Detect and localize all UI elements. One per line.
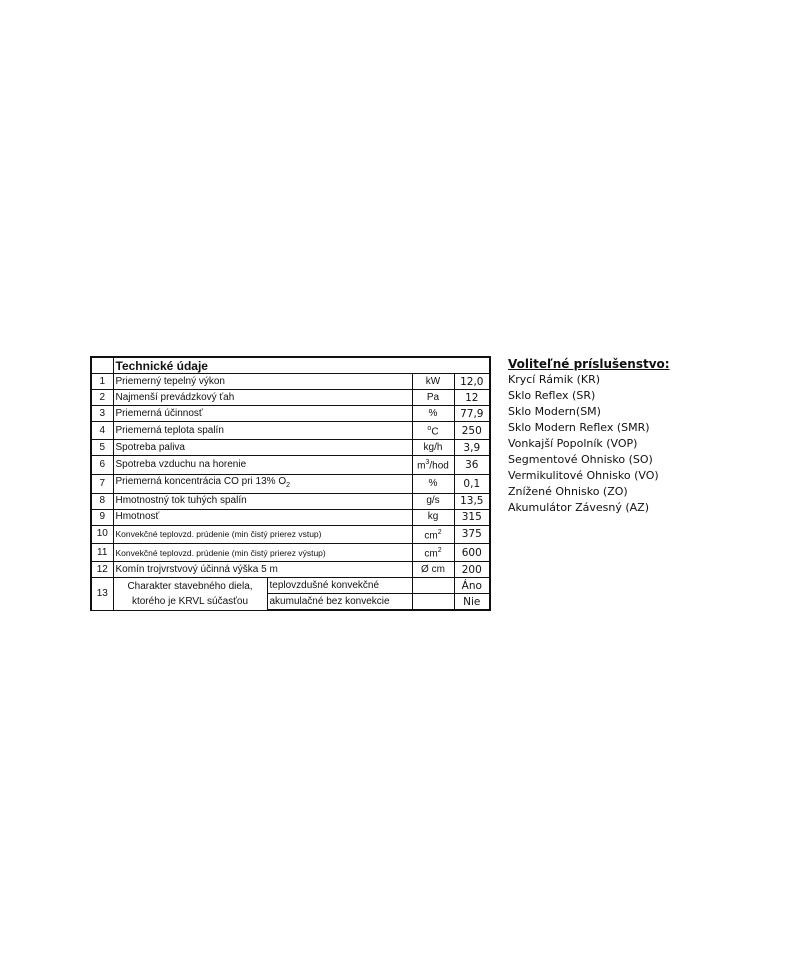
row-unit: Pa — [412, 390, 454, 406]
row-value: 3,9 — [454, 440, 490, 456]
table-row — [91, 562, 490, 578]
unit-base: cm — [424, 529, 438, 541]
row-number: 5 — [91, 440, 113, 456]
table-row — [91, 406, 490, 422]
label-main: Priemerná koncentrácia CO pri 13% O — [115, 475, 287, 487]
row-value: 77,9 — [454, 406, 490, 422]
row-number: 4 — [91, 422, 113, 440]
table-row — [91, 390, 490, 406]
list-item: Segmentové Ohnisko (SO) — [508, 453, 653, 466]
table-row — [91, 525, 490, 543]
row-value: 600 — [454, 543, 490, 561]
table-row — [91, 578, 490, 594]
row-label: Komín trojvrstvový účinná výška 5 m — [113, 562, 412, 578]
row-label: Spotreba vzduchu na horenie — [113, 456, 412, 474]
row-unit: % — [412, 474, 454, 493]
row-label: Charakter stavebného diela, ktorého je KRVL súčasťou — [113, 578, 267, 611]
row-label: Najmenší prevádzkový ťah — [113, 390, 412, 406]
row-number: 10 — [91, 525, 113, 543]
list-item: Vermikulitové Ohnisko (VO) — [508, 469, 659, 482]
row-unit — [412, 525, 454, 543]
list-item: Sklo Modern(SM) — [508, 405, 601, 418]
row-unit: g/s — [412, 493, 454, 509]
row-number: 2 — [91, 390, 113, 406]
row-label: Spotreba paliva — [113, 440, 412, 456]
unit-superscript: 2 — [437, 528, 442, 536]
row-label — [113, 474, 412, 493]
list-item: Znížené Ohnisko (ZO) — [508, 485, 628, 498]
row-number: 7 — [91, 474, 113, 493]
unit-base: cm — [424, 548, 438, 560]
unit-superscript: o — [427, 425, 432, 432]
unit-superscript: 2 — [437, 546, 442, 554]
table-row — [91, 422, 490, 440]
table-row — [91, 509, 490, 525]
option-label: akumulačné bez konvekcie — [267, 594, 412, 611]
row-label: Konvekčné teplovzd. prúdenie (min čistý prierez výstup) — [113, 543, 412, 561]
table-row — [91, 474, 490, 493]
row-label: Hmotnostný tok tuhých spalín — [113, 493, 412, 509]
option-value: Nie — [454, 594, 490, 611]
unit-tail: /hod — [429, 460, 449, 472]
table-row — [91, 456, 490, 474]
row-value: 36 — [454, 456, 490, 474]
row-value: 250 — [454, 422, 490, 440]
row-value: 315 — [454, 509, 490, 525]
unit-base: m — [417, 460, 426, 472]
table-row — [91, 440, 490, 456]
row-label: Hmotnosť — [113, 509, 412, 525]
row-number: 13 — [91, 578, 113, 611]
row-number: 11 — [91, 543, 113, 561]
technical-data-table — [90, 356, 491, 611]
label-subscript: 2 — [286, 481, 291, 489]
row-unit — [412, 456, 454, 474]
row-value: 12,0 — [454, 374, 490, 390]
list-item: Sklo Modern Reflex (SMR) — [508, 421, 650, 434]
row-unit: kW — [412, 374, 454, 390]
table-title: Technické údaje — [113, 357, 490, 374]
row-value: 200 — [454, 562, 490, 578]
unit-superscript: 3 — [425, 459, 430, 467]
row-unit: kg — [412, 509, 454, 525]
row-label: Konvekčné teplovzd. prúdenie (min čistý prierez vstup) — [113, 525, 412, 543]
row-unit: % — [412, 406, 454, 422]
list-item: Vonkajší Popolník (VOP) — [508, 437, 638, 450]
option-label: teplovzdušné konvekčné — [267, 578, 412, 594]
row-label: Priemerná teplota spalín — [113, 422, 412, 440]
row-label: Priemerná účinnosť — [113, 406, 412, 422]
accessories-title: Voliteľné príslušenstvo: — [508, 357, 670, 371]
row-label: Priemerný tepelný výkon — [113, 374, 412, 390]
row-value: 375 — [454, 525, 490, 543]
optional-accessories — [508, 356, 670, 516]
unit-base: C — [431, 426, 439, 438]
row-unit — [412, 422, 454, 440]
row-number: 8 — [91, 493, 113, 509]
list-item: Sklo Reflex (SR) — [508, 389, 596, 402]
list-item: Krycí Rámik (KR) — [508, 373, 601, 386]
row-unit: Ø cm — [412, 562, 454, 578]
row-number: 12 — [91, 562, 113, 578]
row-number: 3 — [91, 406, 113, 422]
row-number: 9 — [91, 509, 113, 525]
row-unit: kg/h — [412, 440, 454, 456]
table-row — [91, 374, 490, 390]
list-item: Akumulátor Závesný (AZ) — [508, 501, 649, 514]
table-title-row — [91, 357, 490, 374]
row-number: 1 — [91, 374, 113, 390]
option-value: Áno — [454, 578, 490, 594]
table-row — [91, 493, 490, 509]
row-unit — [412, 543, 454, 561]
row-value: 13,5 — [454, 493, 490, 509]
row-value: 0,1 — [454, 474, 490, 493]
table-row — [91, 543, 490, 561]
row-number: 6 — [91, 456, 113, 474]
row-value: 12 — [454, 390, 490, 406]
